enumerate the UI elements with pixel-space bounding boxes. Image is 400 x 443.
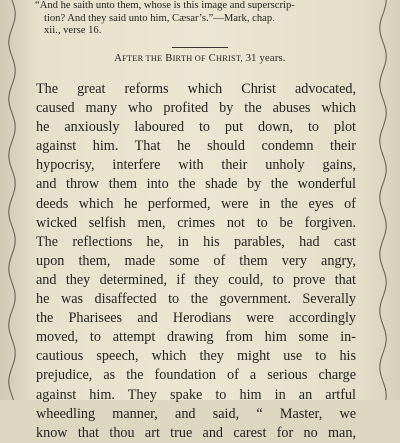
body-line: The reflections he, in his parables, had cast: [36, 233, 356, 250]
body-line: upon them, made some of them very angry,: [36, 252, 356, 269]
quote-line: xii., verse 16.: [44, 25, 102, 36]
body-line: wicked selfish men, crimes not to be forgiven.: [36, 214, 356, 231]
first-line-text: great reforms which Christ advocated,: [77, 81, 357, 97]
heading-text: FTER THE: [122, 54, 163, 63]
heading-tail: 31 years.: [245, 53, 286, 64]
body-line: he was disaffected to the government. Severally: [36, 291, 356, 308]
section-heading: [0, 53, 400, 64]
body-line: cautious speech, which they might use to his: [36, 348, 356, 365]
body-line: know that thou art true and carest for no man,: [36, 424, 356, 441]
body-line: against him. That he should condemn their: [36, 138, 356, 155]
heading-text: IRTH OF: [172, 54, 206, 63]
body-text: [36, 80, 356, 443]
body-line: [36, 80, 356, 99]
heading-cap: A: [114, 53, 123, 64]
scripture-quote: [35, 0, 365, 38]
body-line: against him. They spake to him in an artful: [36, 386, 356, 403]
body-line: wheedling manner, and said, “ Master, we: [36, 405, 356, 422]
body-line: caused many who profited by the abuses which: [36, 100, 356, 117]
quote-line: tion? And they said unto him, Cæsar’s.”—Mark, chap.: [44, 12, 275, 24]
quote-line: “And he saith unto them, whose is this image and superscrip-: [35, 0, 295, 11]
body-line: and throw them into the shade by the wonderful: [36, 176, 356, 193]
body-line: hypocrisy, interfere with their unholy gains,: [36, 157, 356, 174]
heading-text: HRIST,: [215, 54, 243, 63]
section-divider: [172, 47, 228, 48]
body-line: deeds which he performed, were in the eyes of: [36, 195, 356, 212]
body-line: moved, to attempt drawing from him some in-: [36, 329, 356, 346]
opening-word: The: [36, 81, 59, 97]
body-line: prejudice, as the foundation of a serious charge: [36, 367, 356, 384]
heading-cap: B: [165, 53, 173, 64]
body-line: the Pharisees and Herodians were accordingly: [36, 310, 356, 327]
heading-cap: C: [208, 53, 216, 64]
body-line: and they determined, if they could, to prove that: [36, 271, 356, 288]
body-line: he anxiously laboured to put down, to plot: [36, 119, 356, 136]
